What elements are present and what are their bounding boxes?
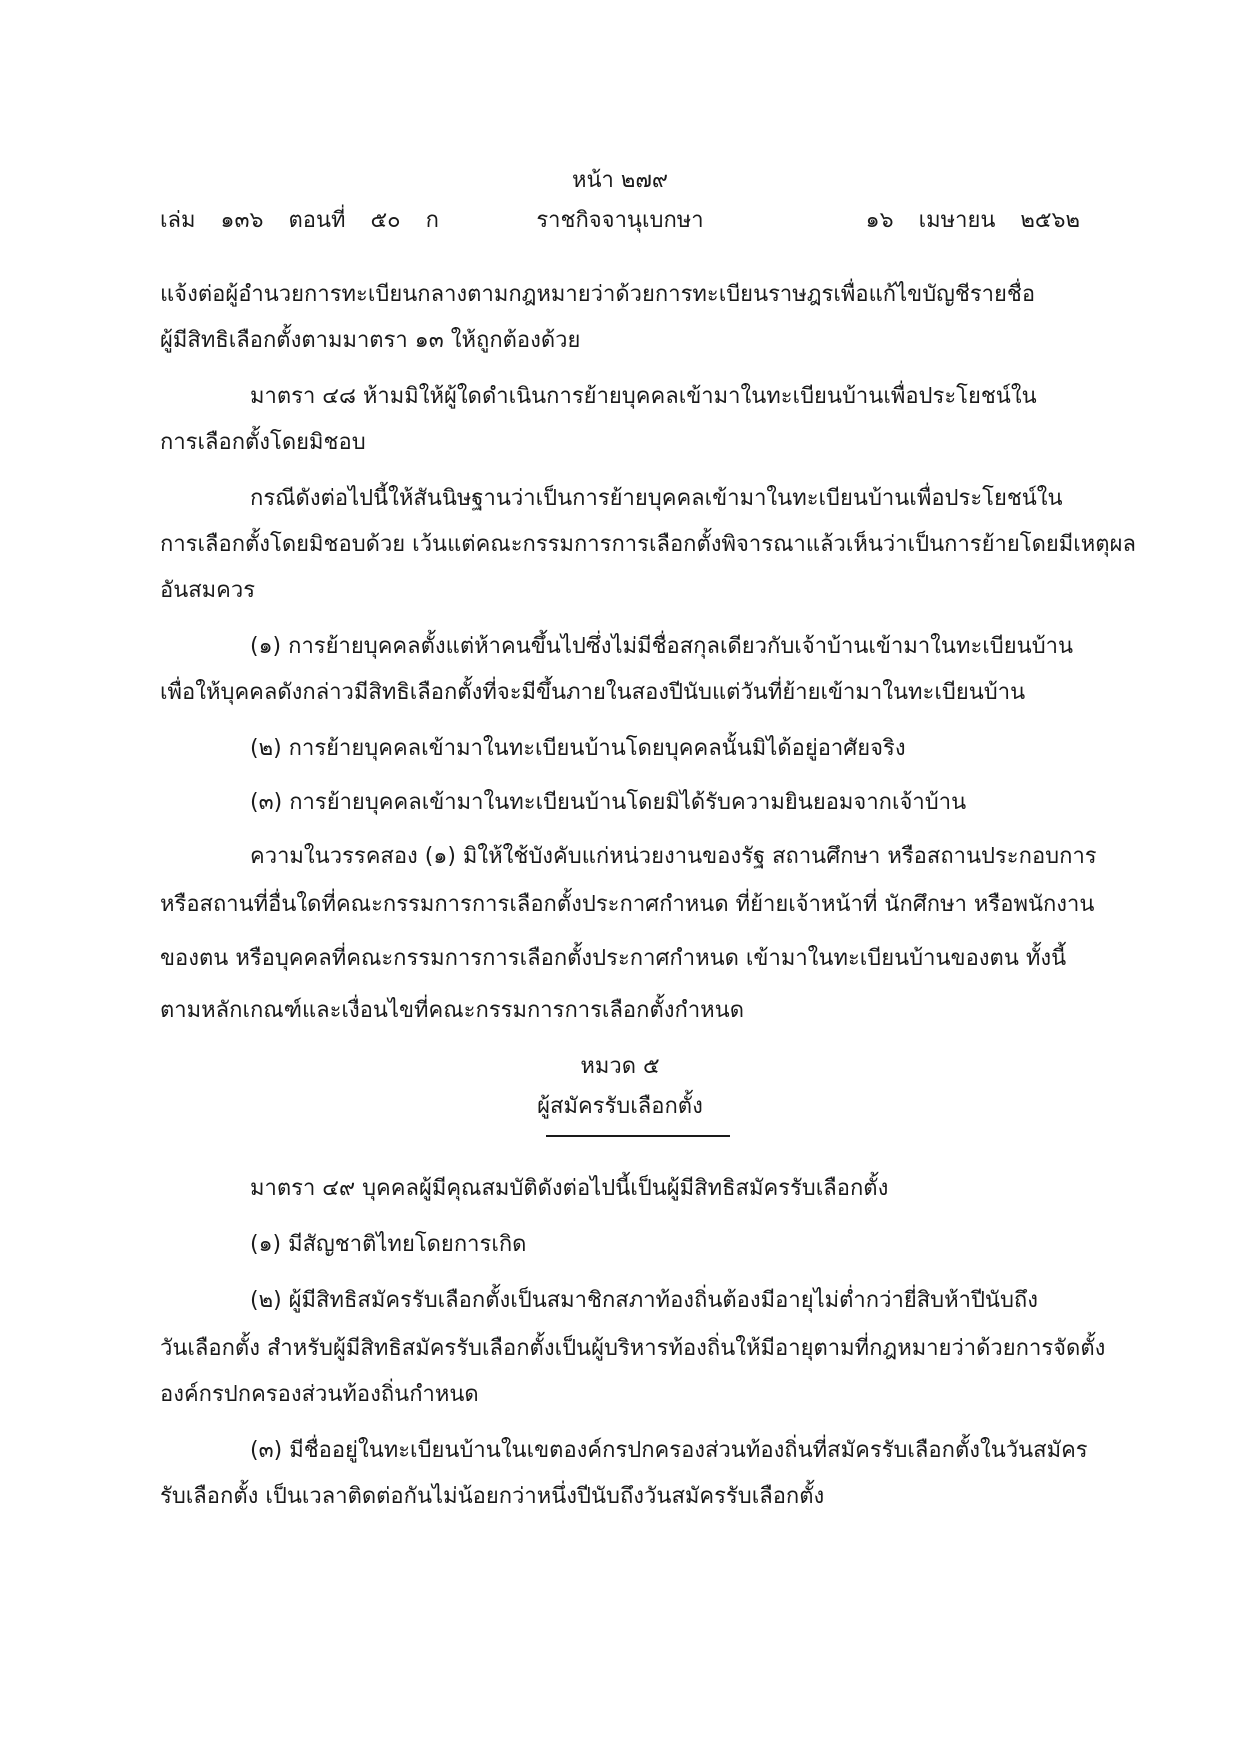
text-line: ผู้มีสิทธิเลือกตั้งตามมาตรา ๑๓ ให้ถูกต้องด้วย [160,328,581,353]
text-line: องค์กรปกครองส่วนท้องถิ่นกำหนด [160,1382,479,1407]
issue-label: ตอนที่ [288,208,346,233]
publication-date [866,206,1080,236]
page-number: หน้า ๒๗๙ [571,168,669,193]
section-48-heading: มาตรา ๔๘ ห้ามมิให้ผู้ใดดำเนินการย้ายบุคคลเข้ามาในทะเบียนบ้านเพื่อประโยชน์ใน [250,384,1037,409]
text-line: การเลือกตั้งโดยมิชอบด้วย เว้นแต่คณะกรรมการการเลือกตั้งพิจารณาแล้วเห็นว่าเป็นการย้ายโดยมีเหตุผล [160,532,1136,557]
text-line: หรือสถานที่อื่นใดที่คณะกรรมการการเลือกตั้งประกาศกำหนด ที่ย้ายเจ้าหน้าที่ นักศึกษา หรือพนักงาน [160,892,1095,917]
clause-2: (๒) การย้ายบุคคลเข้ามาในทะเบียนบ้านโดยบุคคลนั้นมิได้อยู่อาศัยจริง [250,736,906,761]
text-line: ของตน หรือบุคคลที่คณะกรรมการการเลือกตั้งประกาศกำหนด เข้ามาในทะเบียนบ้านของตน ทั้งนี้ [160,946,1067,971]
gazette-title: ราชกิจจานุเบกษา [536,208,704,233]
text-line: ตามหลักเกณฑ์และเงื่อนไขที่คณะกรรมการการเลือกตั้งกำหนด [160,998,744,1023]
clause-3: (๓) มีชื่ออยู่ในทะเบียนบ้านในเขตองค์กรปกครองส่วนท้องถิ่นที่สมัครรับเลือกตั้งในวันสมัคร [250,1438,1088,1463]
text-line: รับเลือกตั้ง เป็นเวลาติดต่อกันไม่น้อยกว่าหนึ่งปีนับถึงวันสมัครรับเลือกตั้ง [160,1484,825,1509]
section-49-heading: มาตรา ๔๙ บุคคลผู้มีคุณสมบัติดังต่อไปนี้เป็นผู้มีสิทธิสมัครรับเลือกตั้ง [250,1176,889,1201]
issue-section: ก [425,208,439,233]
issue-number: ๕๐ [370,208,401,233]
chapter-divider [546,1135,730,1137]
date-month: เมษายน [918,208,996,233]
text-line: อันสมควร [160,578,256,603]
chapter-number: หมวด ๕ [580,1054,660,1079]
clause-1: (๑) มีสัญชาติไทยโดยการเกิด [250,1232,527,1257]
text-line: วันเลือกตั้ง สำหรับผู้มีสิทธิสมัครรับเลือกตั้งเป็นผู้บริหารท้องถิ่นให้มีอายุตามที่กฎหมายว่าด้วยการจัดตั้ง [160,1336,1106,1361]
text-line: การเลือกตั้งโดยมิชอบ [160,430,366,455]
text-line: ความในวรรคสอง (๑) มิให้ใช้บังคับแก่หน่วยงานของรัฐ สถานศึกษา หรือสถานประกอบการ [250,844,1097,869]
text-line: กรณีดังต่อไปนี้ให้สันนิษฐานว่าเป็นการย้ายบุคคลเข้ามาในทะเบียนบ้านเพื่อประโยชน์ใน [250,486,1063,511]
clause-2: (๒) ผู้มีสิทธิสมัครรับเลือกตั้งเป็นสมาชิกสภาท้องถิ่นต้องมีอายุไม่ต่ำกว่ายี่สิบห้าปีนับถึง [250,1288,1038,1313]
volume-label: เล่ม [160,208,196,233]
gazette-header [160,206,1080,240]
text-line: เพื่อให้บุคคลดังกล่าวมีสิทธิเลือกตั้งที่จะมีขึ้นภายในสองปีนับแต่วันที่ย้ายเข้ามาในทะเบียนบ้าน [160,680,1026,705]
volume-number: ๑๓๖ [220,208,264,233]
date-day: ๑๖ [865,208,894,233]
date-year: ๒๕๖๒ [1020,208,1080,233]
clause-1: (๑) การย้ายบุคคลตั้งแต่ห้าคนขึ้นไปซึ่งไม่มีชื่อสกุลเดียวกับเจ้าบ้านเข้ามาในทะเบียนบ้าน [250,634,1074,659]
clause-3: (๓) การย้ายบุคคลเข้ามาในทะเบียนบ้านโดยมิได้รับความยินยอมจากเจ้าบ้าน [250,790,967,815]
chapter-title: ผู้สมัครรับเลือกตั้ง [537,1094,703,1119]
text-line: แจ้งต่อผู้อำนวยการทะเบียนกลางตามกฎหมายว่าด้วยการทะเบียนราษฎรเพื่อแก้ไขบัญชีรายชื่อ [160,282,1036,307]
